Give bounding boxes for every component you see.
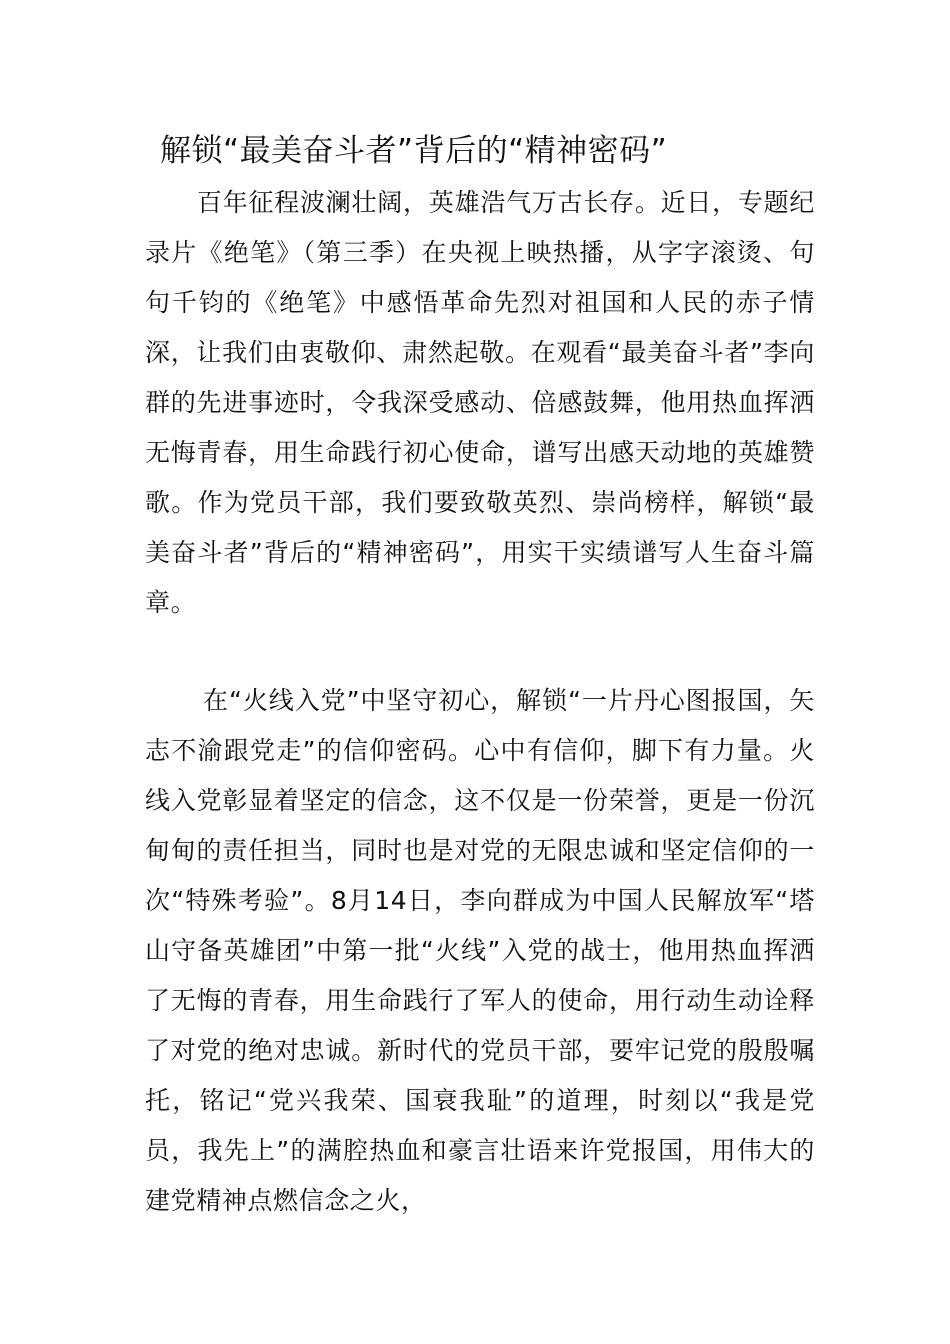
paragraph-fire-line-party: 在“火线入党”中坚守初心，解锁“一片丹心图报国，矢志不渝跟党走”的信仰密码。心中有信仰，脚下有力量。火线入党彰显着坚定的信念，这不仅是一份荣誉，更是一份沉甸甸的责任担当，同时也是对党的无限忠诚和坚定信仰的一次“特殊考验”。8月14日，李向群成为中国人民解放军“塔山守备英雄团”中第一批“火线”入党的战士，他用热血挥洒了无悔的青春，用生命践行了军人的使命，用行动生动诠释了对党的绝对忠诚。新时代的党员干部，要牢记党的殷殷嘱托，铭记“党兴我荣、国衰我耻”的道理，时刻以“我是党员，我先上”的满腔热血和豪言壮语来许党报国，用伟大的建党精神点燃信念之火，	[145, 686, 815, 1215]
paragraph-intro: 百年征程波澜壮阔，英雄浩气万古长存。近日，专题纪录片《绝笔》（第三季）在央视上映热播，从字字滚烫、句句千钧的《绝笔》中感悟革命先烈对祖国和人民的赤子情深，让我们由衷敬仰、肃然起敬。在观看“最美奋斗者”李向群的先进事迹时，令我深受感动、倍感鼓舞，他用热血挥洒无悔青春，用生命践行初心使命，谱写出感天动地的英雄赞歌。作为党员干部，我们要致敬英烈、崇尚榜样，解锁“最美奋斗者”背后的“精神密码”，用实干实绩谱写人生奋斗篇章。	[145, 188, 815, 617]
document-title: 解锁“最美奋斗者”背后的“精神密码”	[160, 133, 668, 169]
